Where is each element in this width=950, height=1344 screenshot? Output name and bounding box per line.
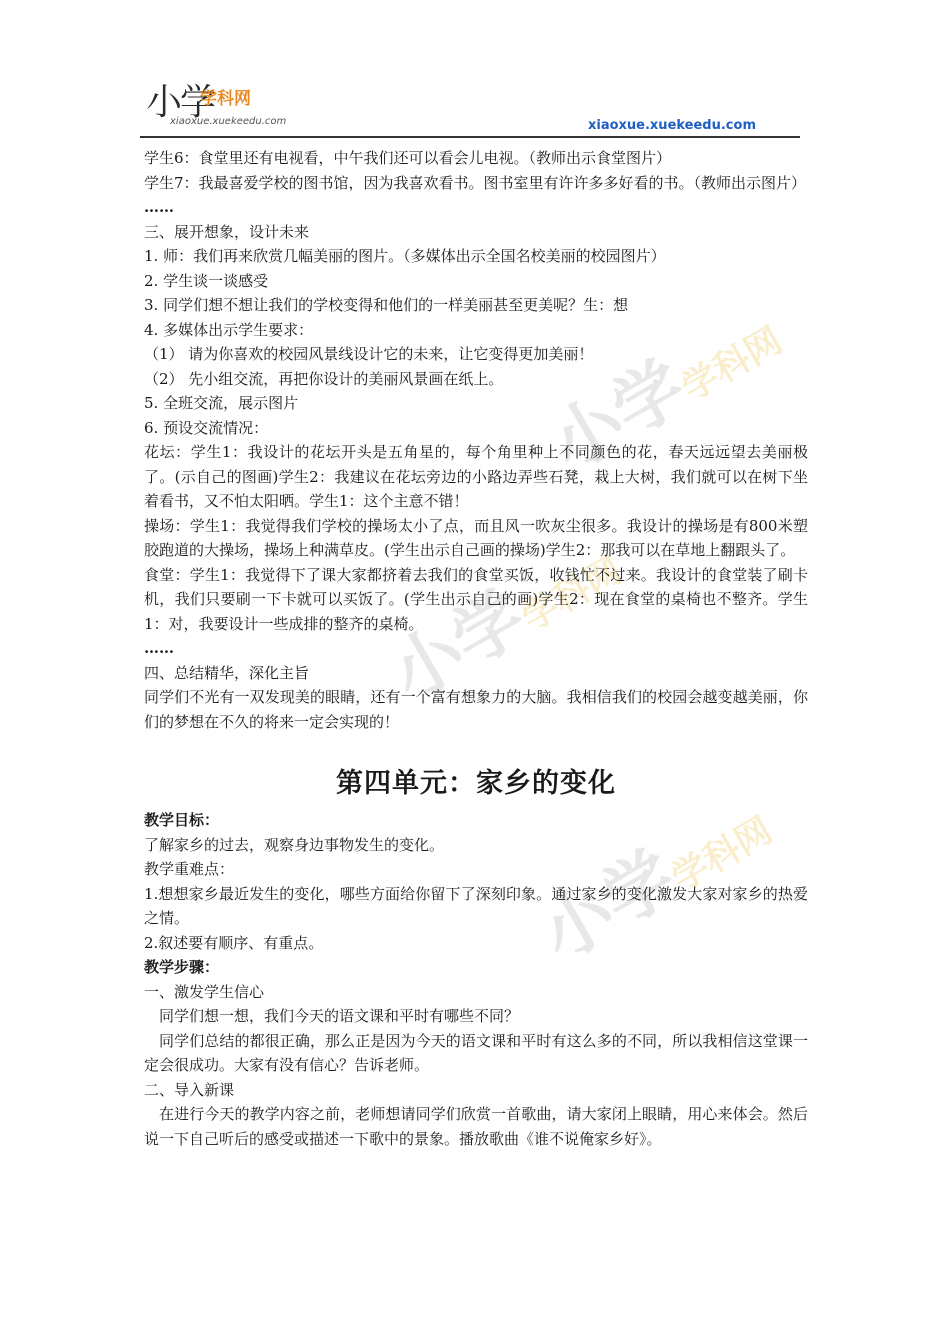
paragraph: 学生6：食堂里还有电视看，中午我们还可以看会儿电视。（教师出示食堂图片）: [144, 149, 672, 167]
watermark: 小学学科网: [527, 809, 780, 977]
page-header: [140, 60, 800, 138]
paragraph: 花坛：学生1：我设计的花坛开头是五角星的，每个角里种上不同颜色的花，春天远远望去美丽极了。(示自己的图画)学生2：我建议在花坛旁边的小路边弄些石凳，栽上大树，我们就可以在树下坐着看书，又不怕太阳晒。学生1：这个主意不错！: [144, 443, 808, 510]
paragraph: 6. 预设交流情况：: [144, 418, 269, 437]
paragraph: 同学们总结的都很正确，那么正是因为今天的语文课和平时有这么多的不同，所以我相信这堂课一定会很成功。大家有没有信心？告诉老师。: [144, 1031, 808, 1074]
paragraph: 二、导入新课: [144, 1080, 235, 1099]
site-url-link[interactable]: xiaoxue.xuekeedu.com: [587, 118, 756, 133]
paragraph: 2.叙述要有顺序、有重点。: [144, 933, 324, 952]
paragraph: 同学们不光有一双发现美的眼睛，还有一个富有想象力的大脑。我相信我们的校园会越变越美丽，你们的梦想在不久的将来一定会实现的！: [144, 688, 808, 731]
paragraph: 操场：学生1：我觉得我们学校的操场太小了点，而且风一吹灰尘很多。我设计的操场是有800米塑胶跑道的大操场，操场上种满草皮。(学生出示自己画的操场)学生2：那我可以在草地上翻跟头了。: [144, 516, 808, 559]
paragraph: 四、总结精华，深化主旨: [144, 663, 310, 682]
paragraph: 教学重难点：: [144, 860, 235, 878]
paragraph: 5. 全班交流，展示图片: [144, 394, 299, 412]
paragraph: 在进行今天的教学内容之前，老师想请同学们欣赏一首歌曲，请大家闭上眼睛，用心来体会。然后说一下自己听后的感受或描述一下歌中的景象。播放歌曲《谁不说俺家乡好》。: [144, 1105, 808, 1148]
paragraph: 学生7：我最喜爱学校的图书馆，因为我喜欢看书。图书室里有许许多多好看的书。（教师出示图片）: [144, 173, 807, 192]
paragraph: 1. 师：我们再来欣赏几幅美丽的图片。（多媒体出示全国名校美丽的校园图片）: [144, 247, 666, 265]
paragraph: 3. 同学们想不想让我们的学校变得和他们的一样美丽甚至更美呢？生：想: [144, 296, 629, 314]
paragraph: （2） 先小组交流，再把你设计的美丽风景画在纸上。: [144, 369, 504, 388]
paragraph: （1） 请为你喜欢的校园风景线设计它的未来，让它变得更加美丽！: [144, 345, 594, 363]
paragraph: 同学们想一想，我们今天的语文课和平时有哪些不同？: [159, 1007, 520, 1025]
logo-url-text: xiaoxue.xuekeedu.com: [170, 116, 287, 127]
paragraph: 一、激发学生信心: [144, 982, 265, 1001]
paragraph: 三、展开想象，设计未来: [144, 222, 310, 241]
watermark: 小学学科网: [537, 319, 790, 487]
paragraph: 2. 学生谈一谈感受: [144, 271, 269, 290]
paragraph: 教学步骤：: [144, 958, 220, 976]
site-logo: [146, 68, 446, 128]
paragraph: 1.想想家乡最近发生的变化，哪些方面给你留下了深刻印象。通过家乡的变化激发大家对家乡的热爱之情。: [144, 884, 808, 927]
paragraph: ……: [144, 198, 174, 216]
paragraph: 教学目标：: [144, 811, 220, 829]
unit-title: 第四单元：家乡的变化: [336, 768, 616, 799]
paragraph: ……: [144, 639, 174, 657]
paragraph: 了解家乡的过去，观察身边事物发生的变化。: [144, 835, 445, 854]
paragraph: 食堂：学生1：我觉得下了课大家都挤着去我们的食堂买饭，收钱忙不过来。我设计的食堂装了刷卡机，我们只要刷一下卡就可以买饭了。(学生出示自己的画)学生2：现在食堂的桌椅也不整齐。学生1：对，我要设计一些成排的整齐的桌椅。: [144, 565, 808, 633]
watermark: 小学学科网: [377, 549, 630, 717]
document-body: [144, 146, 808, 1151]
paragraph: 4. 多媒体出示学生要求：: [144, 320, 314, 339]
section-continued: [144, 146, 808, 734]
logo-sub-text: 学科网: [200, 89, 251, 109]
logo-main-text: 小学: [146, 82, 215, 123]
section-unit-four: [144, 808, 808, 1151]
header-divider: [140, 136, 800, 138]
